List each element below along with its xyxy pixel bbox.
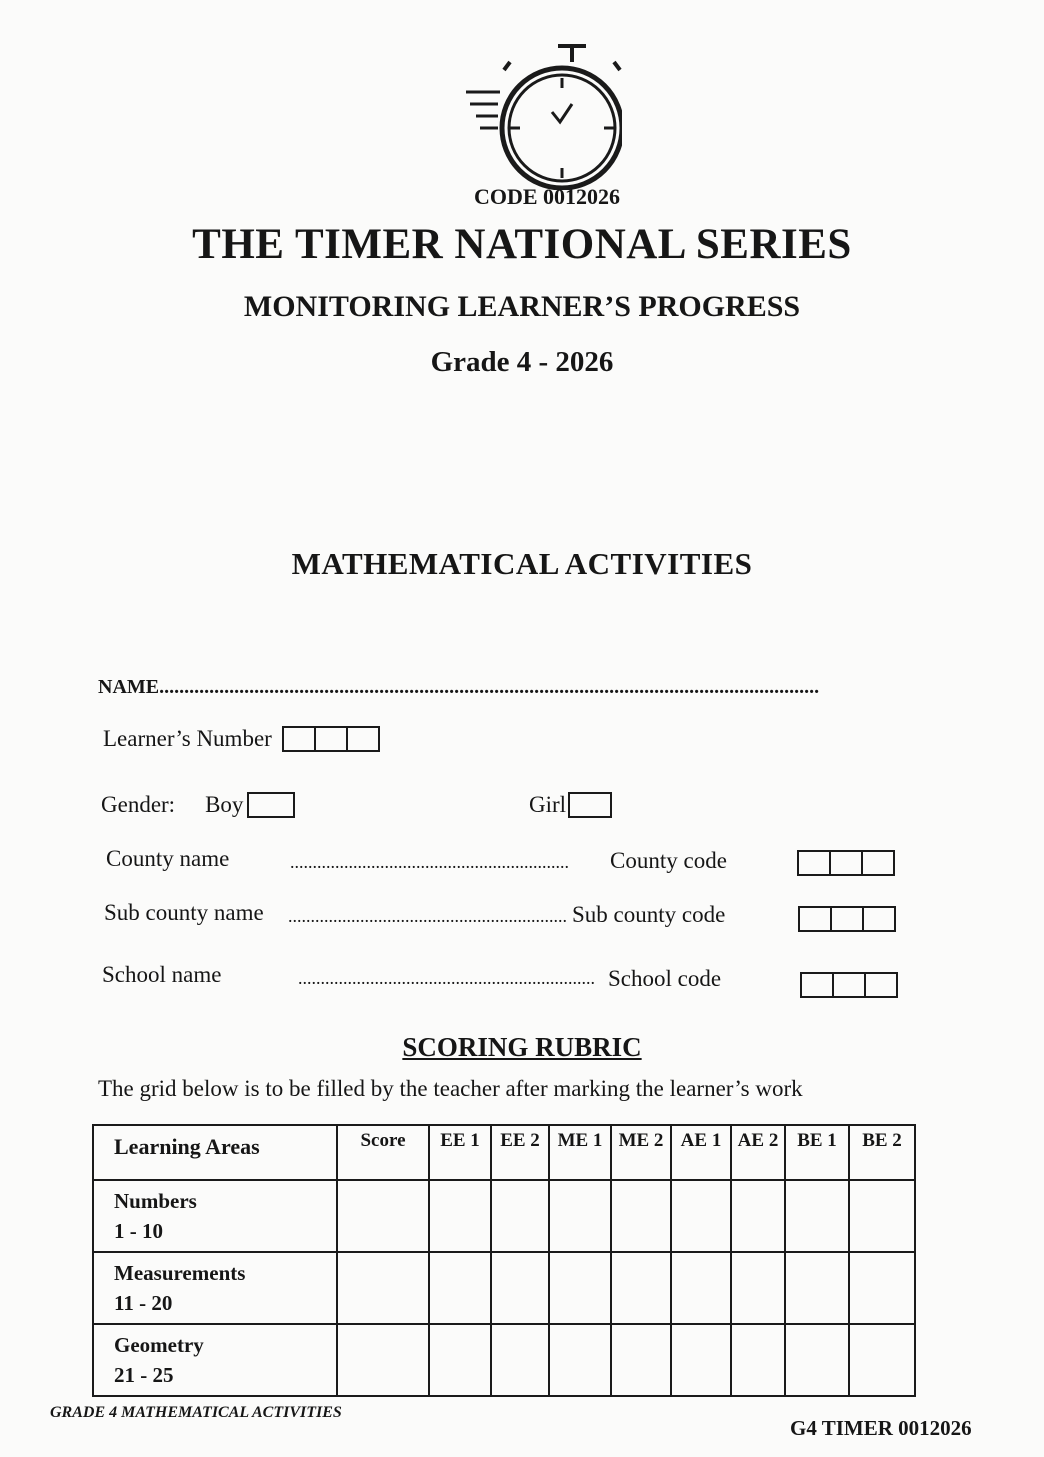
series-title: THE TIMER NATIONAL SERIES xyxy=(192,221,852,268)
learner-number-label: Learner’s Number xyxy=(103,726,272,751)
grade-cell[interactable] xyxy=(671,1180,731,1252)
school-name-dotted-line[interactable]: .................................................................. xyxy=(298,968,595,988)
grade-cell[interactable] xyxy=(849,1252,915,1324)
grade-cell[interactable] xyxy=(785,1252,849,1324)
subject-title: MATHEMATICAL ACTIVITIES xyxy=(291,546,753,581)
score-cell[interactable] xyxy=(337,1324,429,1396)
name-field[interactable] xyxy=(98,676,929,699)
row-area-geometry: Geometry 21 - 25 xyxy=(93,1324,337,1396)
county-name-dotted-line[interactable]: .............................................................. xyxy=(290,852,569,872)
school-code-boxes[interactable] xyxy=(800,972,898,998)
header-ae2: AE 2 xyxy=(731,1125,785,1180)
boy-label: Boy xyxy=(205,792,244,817)
grade-cell[interactable] xyxy=(611,1324,671,1396)
gender-label: Gender: xyxy=(101,792,176,817)
county-code-label: County code xyxy=(610,848,727,873)
table-row xyxy=(93,1252,915,1324)
grade-cell[interactable] xyxy=(731,1252,785,1324)
grade-cell[interactable] xyxy=(549,1180,611,1252)
sub-county-name-label: Sub county name xyxy=(104,900,264,925)
school-name-label: School name xyxy=(102,962,222,987)
girl-checkbox[interactable] xyxy=(568,792,612,818)
grade-cell[interactable] xyxy=(611,1180,671,1252)
grade-label: Grade 4 - 2026 xyxy=(430,346,614,378)
grade-cell[interactable] xyxy=(491,1252,549,1324)
grade-cell[interactable] xyxy=(671,1252,731,1324)
grade-cell[interactable] xyxy=(849,1180,915,1252)
header-learning-areas: Learning Areas xyxy=(93,1125,337,1180)
name-dotted-line[interactable]: .................................................................................................................................... xyxy=(159,676,820,698)
boy-checkbox[interactable] xyxy=(247,792,295,818)
grade-cell[interactable] xyxy=(731,1324,785,1396)
rubric-title: SCORING RUBRIC xyxy=(402,1032,642,1062)
header-me1: ME 1 xyxy=(549,1125,611,1180)
header-be2: BE 2 xyxy=(849,1125,915,1180)
paper-code: CODE 0012026 xyxy=(473,184,621,209)
row-area-numbers: Numbers 1 - 10 xyxy=(93,1180,337,1252)
footer-code: G4 TIMER 0012026 xyxy=(790,1416,972,1440)
county-code-boxes[interactable] xyxy=(797,850,895,876)
grade-cell[interactable] xyxy=(849,1324,915,1396)
header-me2: ME 2 xyxy=(611,1125,671,1180)
grade-cell[interactable] xyxy=(611,1252,671,1324)
header-ae1: AE 1 xyxy=(671,1125,731,1180)
sub-county-code-boxes[interactable] xyxy=(798,906,896,932)
row-area-measurements: Measurements 11 - 20 xyxy=(93,1252,337,1324)
grade-cell[interactable] xyxy=(785,1324,849,1396)
grade-cell[interactable] xyxy=(731,1180,785,1252)
header-score: Score xyxy=(337,1125,429,1180)
grade-cell[interactable] xyxy=(549,1324,611,1396)
grade-cell[interactable] xyxy=(785,1180,849,1252)
learner-number-boxes[interactable] xyxy=(282,726,380,752)
rubric-description: The grid below is to be filled by the teacher after marking the learner’s work xyxy=(98,1076,803,1101)
grade-cell[interactable] xyxy=(429,1180,491,1252)
grade-cell[interactable] xyxy=(491,1180,549,1252)
table-row xyxy=(93,1180,915,1252)
sub-county-name-dotted-line[interactable]: .............................................................. xyxy=(288,906,567,926)
score-cell[interactable] xyxy=(337,1252,429,1324)
page-subtitle: MONITORING LEARNER’S PROGRESS xyxy=(243,290,801,323)
stopwatch-logo-icon xyxy=(462,40,622,190)
grade-cell[interactable] xyxy=(429,1252,491,1324)
table-row xyxy=(93,1324,915,1396)
scoring-rubric-table xyxy=(92,1124,916,1397)
sub-county-code-label: Sub county code xyxy=(572,902,726,927)
header-ee1: EE 1 xyxy=(429,1125,491,1180)
grade-cell[interactable] xyxy=(549,1252,611,1324)
rubric-header-row xyxy=(93,1125,915,1180)
header-be1: BE 1 xyxy=(785,1125,849,1180)
county-name-label: County name xyxy=(106,846,230,871)
grade-cell[interactable] xyxy=(491,1324,549,1396)
footer-subject: GRADE 4 MATHEMATICAL ACTIVITIES xyxy=(50,1404,342,1421)
girl-label: Girl xyxy=(529,792,567,817)
name-label: NAME xyxy=(98,676,160,698)
header-ee2: EE 2 xyxy=(491,1125,549,1180)
grade-cell[interactable] xyxy=(671,1324,731,1396)
score-cell[interactable] xyxy=(337,1180,429,1252)
school-code-label: School code xyxy=(608,966,722,991)
grade-cell[interactable] xyxy=(429,1324,491,1396)
